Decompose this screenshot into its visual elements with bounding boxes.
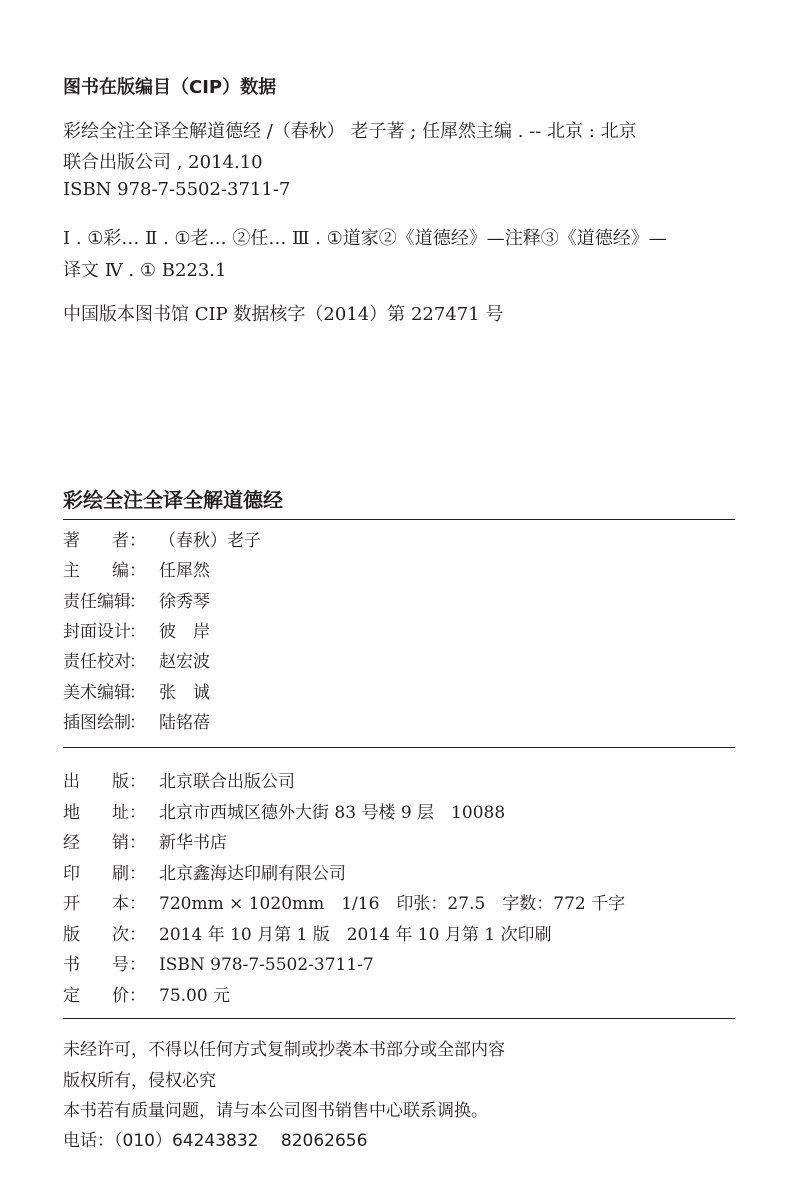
info-key-char: 址: [112, 802, 129, 823]
info-key-char: 著: [63, 531, 80, 551]
cip-line: 彩绘全注全译全解道德经 /（春秋） 老子著 ; 任犀然主编 . -- 北京 : 北京: [63, 121, 637, 142]
info-row: [63, 891, 625, 917]
info-key-colon: ：: [129, 802, 146, 823]
divider: [63, 519, 735, 520]
info-key: [63, 922, 151, 948]
cip-line: ISBN 978-7-5502-3711-7: [63, 179, 291, 200]
info-key-char: 编: [97, 682, 114, 703]
divider: [63, 747, 735, 748]
info-key-char: 责: [63, 591, 80, 612]
info-key-char: 校: [97, 652, 114, 673]
info-row: [63, 983, 230, 1009]
info-key-char: 经: [63, 833, 80, 853]
info-key-char: 销: [112, 833, 129, 853]
info-row: [63, 710, 210, 736]
info-value: 720mm × 1020mm 1/16 印张：27.5 字数：772 千字: [159, 894, 626, 914]
info-key: [63, 830, 151, 856]
info-key-char: 术: [80, 682, 97, 703]
info-key-char: 图: [80, 712, 97, 733]
info-value: ISBN 978-7-5502-3711-7: [159, 955, 374, 975]
info-key-colon: ：: [129, 712, 146, 733]
info-key: [63, 619, 151, 645]
info-row: [63, 830, 227, 856]
info-key-colon: ：: [129, 955, 146, 975]
info-key-char: 版: [63, 924, 80, 945]
info-value: 徐秀琴: [159, 591, 210, 612]
info-row: [63, 680, 210, 706]
info-key-char: 本: [112, 894, 129, 914]
info-row: [63, 800, 505, 826]
footer-line: 版权所有，侵权必究: [63, 1071, 216, 1091]
info-row: [63, 649, 210, 675]
info-key-char: 计: [114, 621, 131, 642]
info-key-colon: ：: [129, 833, 146, 853]
info-value: 北京鑫海达印刷有限公司: [159, 863, 346, 884]
info-key-char: 责: [63, 652, 80, 673]
info-key-colon: ：: [129, 561, 146, 582]
cip-line: 译文 Ⅳ . ① B223.1: [63, 260, 227, 281]
info-key-char: 面: [80, 621, 97, 642]
cip-heading: 图书在版编目（CIP）数据: [63, 77, 277, 98]
info-key-char: 主: [63, 561, 80, 582]
info-key-char: 开: [63, 894, 80, 914]
info-key-char: 设: [97, 621, 114, 642]
info-key-char: 美: [63, 682, 80, 703]
info-key-char: 定: [63, 985, 80, 1006]
cip-line: Ⅰ . ①彩… Ⅱ . ①老… ②任… Ⅲ . ①道家②《道德经》—注释③《道德经》—: [63, 228, 667, 249]
info-key-colon: ：: [129, 531, 146, 551]
info-key-colon: ：: [129, 652, 146, 673]
info-key: [63, 710, 151, 736]
info-key: [63, 891, 151, 917]
info-key-char: 插: [63, 712, 80, 733]
info-key: [63, 558, 151, 584]
info-value: 2014 年 10 月第 1 版 2014 年 10 月第 1 次印刷: [159, 924, 552, 945]
info-value: 北京联合出版公司: [159, 772, 295, 792]
info-key-colon: ：: [129, 591, 146, 612]
info-value: 75.00 元: [159, 985, 231, 1006]
info-key-colon: ：: [129, 621, 146, 642]
divider: [63, 1018, 735, 1019]
info-row: [63, 619, 210, 645]
info-key: [63, 589, 151, 615]
info-key-char: 者: [112, 531, 129, 551]
info-key-char: 绘: [97, 712, 114, 733]
info-row: [63, 922, 551, 948]
info-row: [63, 558, 210, 584]
info-key-char: 封: [63, 621, 80, 642]
info-value: 北京市西城区德外大街 83 号楼 9 层 10088: [159, 802, 506, 823]
info-key: [63, 528, 151, 554]
info-key-char: 辑: [114, 682, 131, 703]
info-key-char: 次: [112, 924, 129, 945]
info-key-colon: ：: [129, 772, 146, 792]
info-value: 彼 岸: [159, 621, 210, 642]
info-key-colon: ：: [129, 863, 146, 884]
footer-line: 本书若有质量问题，请与本公司图书销售中心联系调换。: [63, 1101, 488, 1121]
info-value: 新华书店: [159, 833, 227, 853]
info-key-char: 印: [63, 863, 80, 884]
info-key: [63, 649, 151, 675]
info-key-char: 编: [97, 591, 114, 612]
info-key-colon: ：: [129, 924, 146, 945]
info-value: （春秋）老子: [159, 531, 261, 551]
book-title: 彩绘全注全译全解道德经: [63, 488, 283, 512]
info-row: [63, 528, 261, 554]
cip-line: 联合出版公司 , 2014.10: [63, 152, 263, 173]
info-key-colon: ：: [129, 682, 146, 703]
info-key-char: 出: [63, 772, 80, 792]
info-key-char: 地: [63, 802, 80, 823]
info-key: [63, 861, 151, 887]
info-row: [63, 952, 374, 978]
info-key: [63, 680, 151, 706]
info-row: [63, 769, 295, 795]
info-row: [63, 861, 346, 887]
info-value: 陆铭蓓: [159, 712, 210, 733]
info-key-char: 任: [80, 591, 97, 612]
info-key: [63, 983, 151, 1009]
info-key: [63, 800, 151, 826]
info-value: 任犀然: [159, 561, 210, 582]
info-key-char: 对: [114, 652, 131, 673]
footer-line: 未经许可，不得以任何方式复制或抄袭本书部分或全部内容: [63, 1040, 505, 1060]
info-value: 赵宏波: [159, 652, 210, 673]
info-key-char: 制: [114, 712, 131, 733]
info-key-char: 价: [112, 985, 129, 1006]
info-value: 张 诚: [159, 682, 210, 703]
info-key-colon: ：: [129, 985, 146, 1006]
info-key-char: 号: [112, 955, 129, 975]
cip-line: 中国版本图书馆 CIP 数据核字（2014）第 227471 号: [63, 304, 504, 325]
info-key: [63, 952, 151, 978]
info-key-colon: ：: [129, 894, 146, 914]
info-key-char: 书: [63, 955, 80, 975]
info-key-char: 刷: [112, 863, 129, 884]
info-key-char: 任: [80, 652, 97, 673]
info-key-char: 版: [112, 772, 129, 792]
info-row: [63, 589, 210, 615]
info-key: [63, 769, 151, 795]
info-key-char: 辑: [114, 591, 131, 612]
info-key-char: 编: [112, 561, 129, 582]
footer-line: 电话：（010）64243832 82062656: [63, 1131, 368, 1151]
